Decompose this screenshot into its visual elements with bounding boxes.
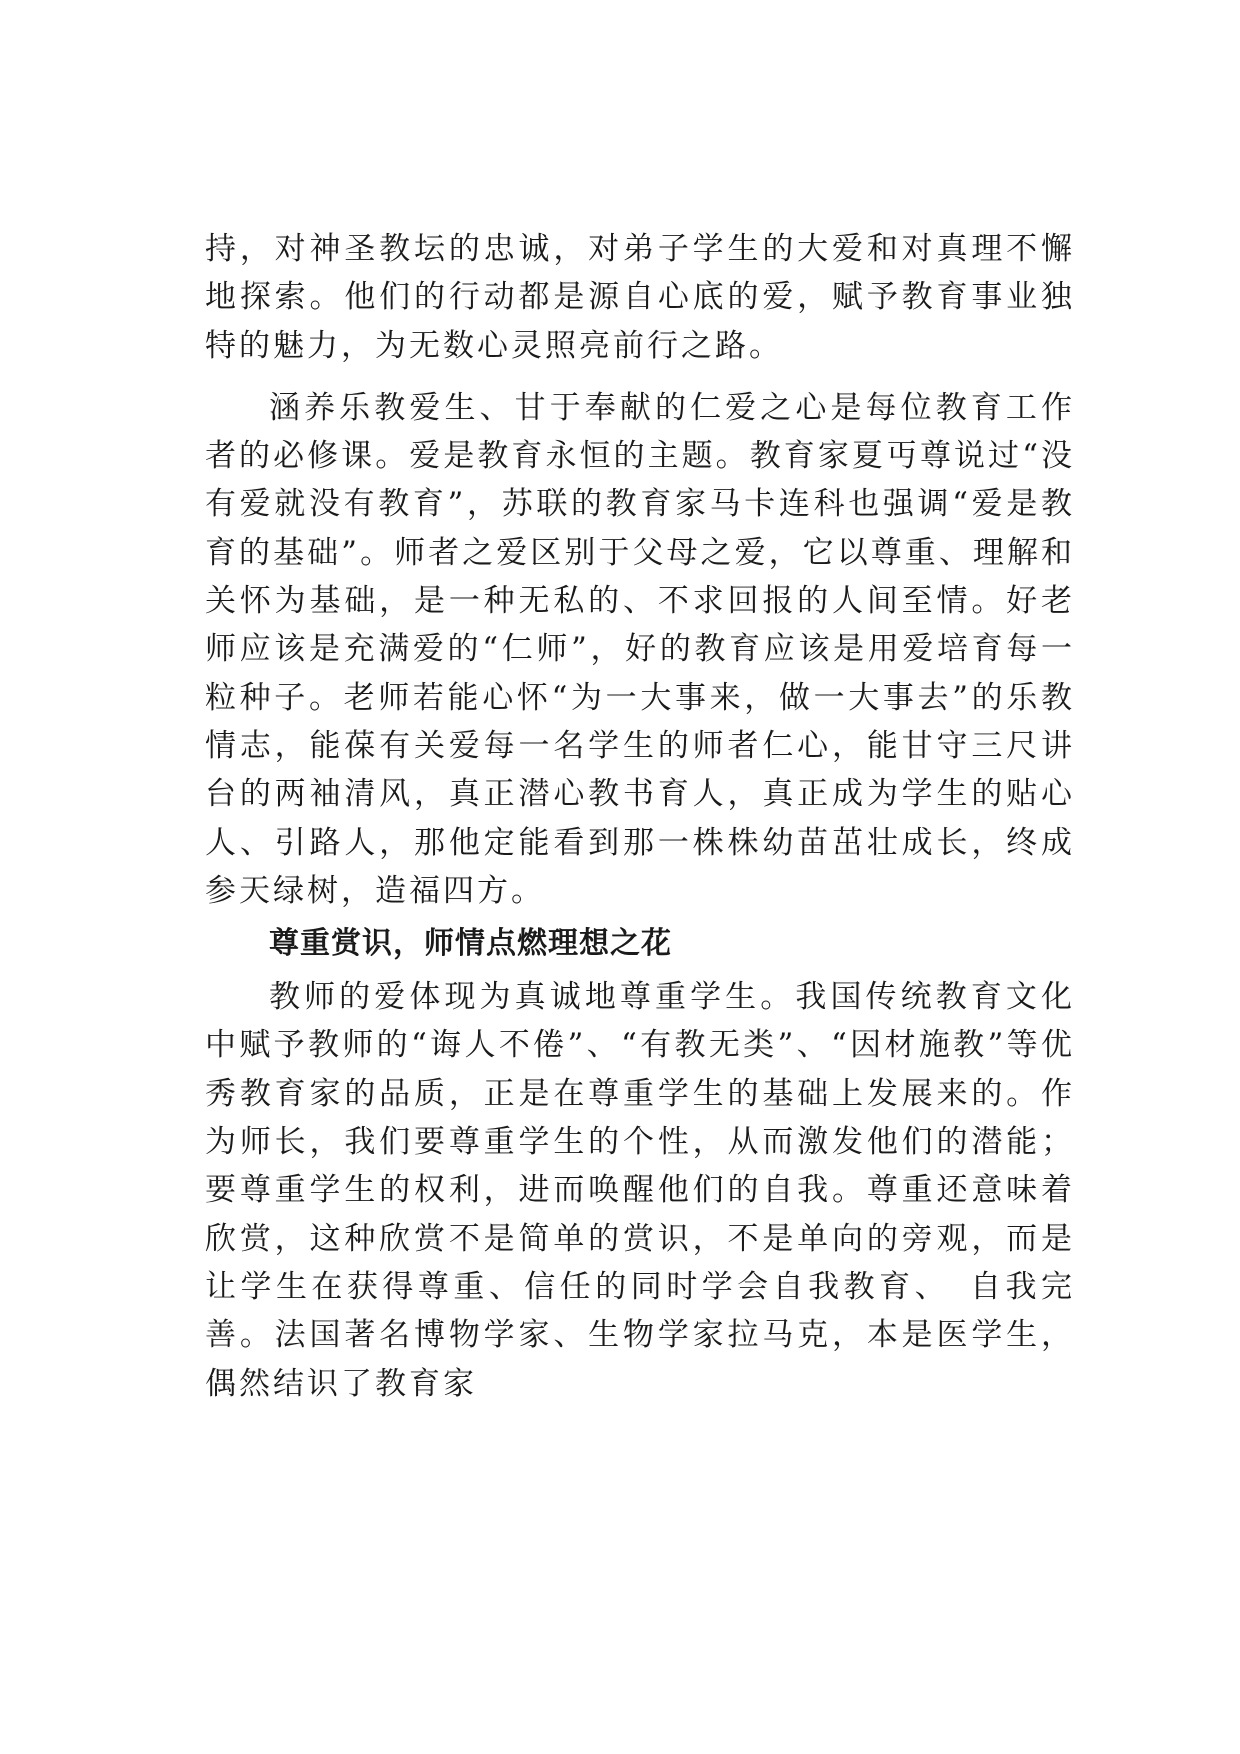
paragraph-continued: 持，对神圣教坛的忠诚，对弟子学生的大爱和对真理不懈地探索。他们的行动都是源自心底的爱，赋予教育事业独特的魅力，为无数心灵照亮前行之路。: [205, 231, 1075, 364]
paragraph-respect-students: 教师的爱体现为真诚地尊重学生。我国传统教育文化中赋予教师的“诲人不倦”、“有教无类”、“因材施教”等优秀教育家的品质，正是在尊重学生的基础上发展来的。作为师长，我们要尊重学生的个性，从而激发他们的潜能；要尊重学生的权利，进而唤醒他们的自我。尊重还意味着欣赏，这种欣赏不是简单的赏识，不是单向的旁观，而是让学生在获得尊重、信任的同时学会自我教育、 自我完善。法国著名博物学家、生物学家拉马克，本是医学生，偶然结识了教育家: [205, 979, 1075, 1402]
document-body: [205, 225, 1075, 1408]
paragraph-love-of-teaching: 涵养乐教爱生、甘于奉献的仁爱之心是每位教育工作者的必修课。爱是教育永恒的主题。教育家夏丏尊说过“没有爱就没有教育”，苏联的教育家马卡连科也强调“爱是教育的基础”。师者之爱区别于父母之爱，它以尊重、理解和关怀为基础，是一种无私的、不求回报的人间至情。好老师应该是充满爱的“仁师”，好的教育应该是用爱培育每一粒种子。老师若能心怀“为一大事来，做一大事去”的乐教情志，能葆有关爱每一名学生的师者仁心，能甘守三尺讲台的两袖清风，真正潜心教书育人，真正成为学生的贴心人、引路人，那他定能看到那一株株幼苗茁壮成长，终成参天绿树，造福四方。: [205, 389, 1075, 909]
section-heading: 尊重赏识，师情点燃理想之花: [269, 926, 672, 962]
